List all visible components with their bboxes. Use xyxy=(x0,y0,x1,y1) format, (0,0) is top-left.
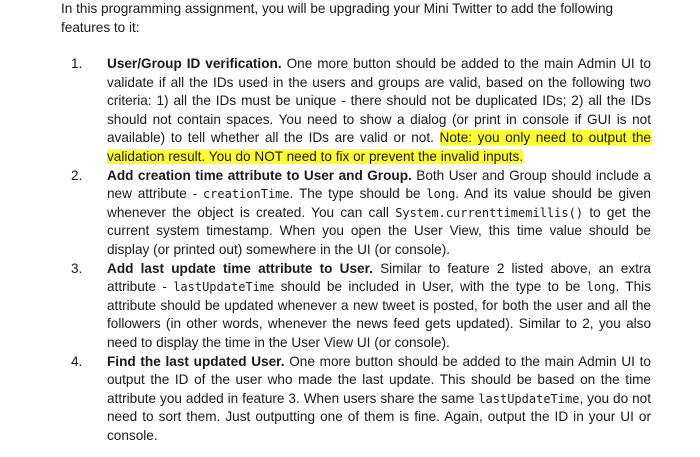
code-snippet: System.currenttimemillis() xyxy=(395,205,584,220)
list-item xyxy=(61,167,651,260)
item-number: 4. xyxy=(71,353,83,369)
list-item xyxy=(61,55,651,167)
code-snippet: lastUpdateTime xyxy=(478,391,580,406)
code-snippet: long xyxy=(586,280,616,295)
feature-list xyxy=(61,55,651,445)
highlighted-note: Note: you only need to output the validation result. You do NOT need to fix or prevent the invalid inputs. xyxy=(107,130,651,164)
code-snippet: long xyxy=(426,187,456,202)
item-number: 2. xyxy=(71,167,83,183)
intro-paragraph: In this programming assignment, you will be upgrading your Mini Twitter to add the following features to it: xyxy=(61,1,614,35)
item-title: Find the last updated User. xyxy=(107,353,285,369)
item-number: 1. xyxy=(71,56,83,71)
item-text: . The type should be xyxy=(289,186,427,202)
item-text: . And its value should be given whenever the object is created. You can call xyxy=(107,186,651,220)
item-text: Both User and Group should include a new attribute - xyxy=(107,167,651,202)
item-text: One more button should be added to the main Admin UI to validate if all the IDs used in the users and groups are valid, based on the following two criteria: 1) all the IDs must be unique - there should not be duplicated IDs; 2) all the IDs should not contain spaces. You need to show a dialog (or print in console if GUI is not available) to tell whether all the IDs are valid or not. xyxy=(107,56,652,146)
item-number: 3. xyxy=(71,260,83,276)
item-text: , you do not need to sort them. Just outputting one of them is fine. Again, output the ID in your UI or console. xyxy=(107,390,651,443)
item-title: User/Group ID verification. xyxy=(107,56,282,71)
code-snippet: lastUpdateTime xyxy=(173,280,275,295)
item-text: Similar to feature 2 listed above, an extra attribute - xyxy=(107,260,651,295)
item-text: . This attribute should be updated whenever a new tweet is posted, for both the user and all the followers (in other words, whenever the news feed gets updated). Similar to 2, you also need to display the time in the User View UI (or console). xyxy=(107,279,651,350)
item-title: Add last update time attribute to User. xyxy=(107,260,373,276)
list-item xyxy=(61,260,651,353)
code-snippet: creationTime xyxy=(202,187,290,202)
item-text: One more button should be added to the main Admin UI to output the ID of the user who made the last update. This should be based on the time attribute you added in feature 3. When users share the same xyxy=(107,353,651,406)
item-text: should be included in User, with the type to be xyxy=(274,279,587,295)
item-title: Add creation time attribute to User and Group. xyxy=(107,167,412,183)
item-text: to get the current system timestamp. When you open the User View, this time value should be display (or printed out) somewhere in the UI (or console). xyxy=(107,204,651,257)
list-item xyxy=(61,353,651,446)
